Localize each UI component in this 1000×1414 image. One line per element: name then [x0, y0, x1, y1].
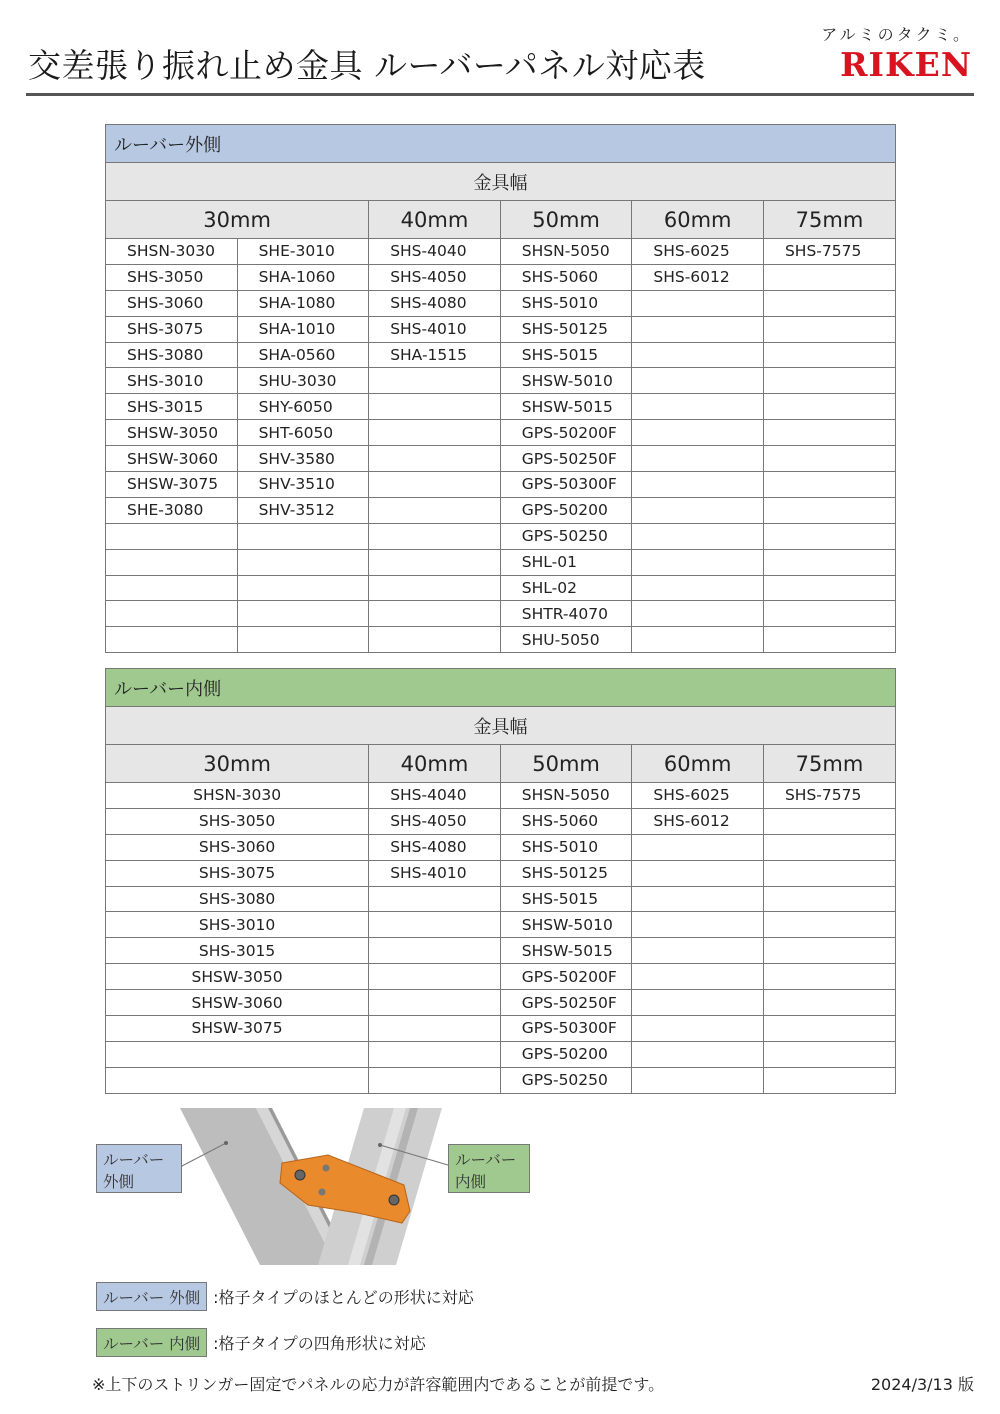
company-logo — [821, 22, 972, 84]
table-cell: SHSW-5015 — [500, 938, 632, 964]
table-cell — [763, 575, 895, 601]
version-date: 2024/3/13 版 — [870, 1375, 974, 1394]
table-cell: SHSW-3050 — [106, 964, 369, 990]
table-cell — [632, 290, 764, 316]
table-cell — [632, 368, 764, 394]
table-cell — [106, 601, 238, 627]
table-cell: GPS-50250F — [500, 990, 632, 1016]
table-cell: SHSW-3075 — [106, 472, 238, 498]
table-cell — [763, 938, 895, 964]
table-cell: SHS-3015 — [106, 938, 369, 964]
outer-size-30: 30mm — [106, 201, 369, 239]
outer-size-75: 75mm — [763, 201, 895, 239]
table-cell — [369, 446, 501, 472]
table-row — [106, 549, 896, 575]
table-cell — [237, 601, 369, 627]
table-cell: SHS-3050 — [106, 264, 238, 290]
table-cell: SHS-5010 — [500, 290, 632, 316]
inner-callout-line2: 内側 — [455, 1173, 487, 1192]
table-cell — [632, 446, 764, 472]
table-cell: SHS-5015 — [500, 886, 632, 912]
table-cell — [763, 1016, 895, 1042]
table-row — [106, 290, 896, 316]
table-cell — [369, 549, 501, 575]
table-cell: SHY-6050 — [237, 394, 369, 420]
table-row — [106, 990, 896, 1016]
table-cell: SHA-1010 — [237, 316, 369, 342]
outer-width-header: 金具幅 — [106, 163, 896, 201]
table-cell — [369, 601, 501, 627]
table-cell — [369, 368, 501, 394]
table-cell — [763, 394, 895, 420]
table-row — [106, 886, 896, 912]
table-row — [106, 1016, 896, 1042]
table-cell: GPS-50200F — [500, 964, 632, 990]
outer-louver-table — [105, 124, 896, 653]
table-cell — [369, 938, 501, 964]
table-cell — [763, 368, 895, 394]
table-cell: SHS-4040 — [369, 783, 501, 809]
table-cell: SHL-02 — [500, 575, 632, 601]
table-row — [106, 420, 896, 446]
table-cell — [369, 420, 501, 446]
table-cell — [237, 575, 369, 601]
table-cell: SHSW-3060 — [106, 990, 369, 1016]
inner-size-75: 75mm — [763, 745, 895, 783]
table-row — [106, 1067, 896, 1093]
table-cell: SHS-4050 — [369, 808, 501, 834]
table-cell — [237, 523, 369, 549]
table-cell — [763, 601, 895, 627]
table-cell — [632, 342, 764, 368]
outer-size-40: 40mm — [369, 201, 501, 239]
inner-louver-table — [105, 668, 896, 1094]
table-cell: SHS-6012 — [632, 808, 764, 834]
table-cell — [106, 1041, 369, 1067]
logo-brand: RIKEN — [840, 45, 972, 84]
table-cell: SHA-0560 — [237, 342, 369, 368]
table-cell: SHS-5060 — [500, 808, 632, 834]
table-cell: GPS-50200F — [500, 420, 632, 446]
table-cell: SHS-7575 — [763, 783, 895, 809]
table-cell — [632, 601, 764, 627]
table-cell: SHSW-5015 — [500, 394, 632, 420]
table-cell: SHS-3060 — [106, 834, 369, 860]
table-row — [106, 368, 896, 394]
table-row — [106, 938, 896, 964]
inner-section-label: ルーバー内側 — [106, 669, 896, 707]
table-cell — [763, 886, 895, 912]
table-cell: SHU-3030 — [237, 368, 369, 394]
outer-callout-line2: 外側 — [103, 1173, 135, 1192]
table-row — [106, 316, 896, 342]
table-cell — [763, 549, 895, 575]
table-cell — [369, 1067, 501, 1093]
table-cell — [632, 394, 764, 420]
table-cell: GPS-50250 — [500, 523, 632, 549]
table-row — [106, 860, 896, 886]
table-cell — [632, 627, 764, 653]
table-cell: SHU-5050 — [500, 627, 632, 653]
table-row — [106, 394, 896, 420]
table-cell — [632, 964, 764, 990]
legend-inner — [96, 1328, 426, 1357]
table-cell — [632, 1016, 764, 1042]
table-row — [106, 239, 896, 265]
table-cell: SHS-3075 — [106, 316, 238, 342]
table-cell: SHS-3080 — [106, 886, 369, 912]
table-cell: SHA-1060 — [237, 264, 369, 290]
table-cell — [763, 446, 895, 472]
table-row — [106, 1041, 896, 1067]
table-cell: SHS-6025 — [632, 239, 764, 265]
table-cell: SHL-01 — [500, 549, 632, 575]
table-cell: SHE-3010 — [237, 239, 369, 265]
table-cell: SHE-3080 — [106, 497, 238, 523]
table-cell: SHSW-3050 — [106, 420, 238, 446]
table-cell: SHTR-4070 — [500, 601, 632, 627]
table-cell — [763, 523, 895, 549]
inner-size-40: 40mm — [369, 745, 501, 783]
outer-section-label: ルーバー外側 — [106, 125, 896, 163]
table-row — [106, 834, 896, 860]
table-cell — [106, 575, 238, 601]
table-cell: SHV-3510 — [237, 472, 369, 498]
table-cell: SHV-3580 — [237, 446, 369, 472]
table-cell — [763, 912, 895, 938]
table-cell: SHA-1080 — [237, 290, 369, 316]
legend-outer — [96, 1282, 474, 1311]
table-cell — [632, 316, 764, 342]
table-cell — [763, 1041, 895, 1067]
table-cell: SHS-7575 — [763, 239, 895, 265]
outer-size-50: 50mm — [500, 201, 632, 239]
table-cell — [632, 860, 764, 886]
table-cell — [763, 990, 895, 1016]
table-cell — [632, 834, 764, 860]
table-cell: SHS-3080 — [106, 342, 238, 368]
table-cell: SHS-4080 — [369, 290, 501, 316]
legend-inner-label: ルーバー 内側 — [96, 1328, 207, 1357]
table-cell — [369, 886, 501, 912]
table-cell: GPS-50300F — [500, 1016, 632, 1042]
table-cell — [763, 860, 895, 886]
table-cell: SHSN-5050 — [500, 239, 632, 265]
table-row — [106, 497, 896, 523]
table-cell — [106, 1067, 369, 1093]
table-cell — [632, 990, 764, 1016]
table-cell — [369, 912, 501, 938]
inner-size-60: 60mm — [632, 745, 764, 783]
table-cell — [369, 394, 501, 420]
table-cell: SHS-4010 — [369, 316, 501, 342]
table-cell — [369, 497, 501, 523]
page-title: 交差張り振れ止め金具 ルーバーパネル対応表 — [28, 46, 706, 85]
table-cell: SHS-3075 — [106, 860, 369, 886]
table-cell — [763, 290, 895, 316]
outer-callout-line1: ルーバー — [103, 1151, 165, 1169]
table-cell: SHS-4080 — [369, 834, 501, 860]
inner-callout-line1: ルーバー — [455, 1151, 517, 1169]
table-cell: SHS-4040 — [369, 239, 501, 265]
table-cell: SHS-50125 — [500, 860, 632, 886]
table-cell: GPS-50250F — [500, 446, 632, 472]
inner-size-30: 30mm — [106, 745, 369, 783]
table-cell — [369, 472, 501, 498]
table-cell: SHS-5010 — [500, 834, 632, 860]
table-cell: SHS-3060 — [106, 290, 238, 316]
legend-inner-text: :格子タイプの四角形状に対応 — [213, 1334, 426, 1353]
table-row — [106, 472, 896, 498]
table-cell — [632, 912, 764, 938]
inner-width-header: 金具幅 — [106, 707, 896, 745]
table-cell: SHA-1515 — [369, 342, 501, 368]
table-cell — [763, 472, 895, 498]
table-cell — [106, 523, 238, 549]
table-row — [106, 446, 896, 472]
table-cell: SHS-3010 — [106, 368, 238, 394]
table-row — [106, 964, 896, 990]
table-cell: SHSN-3030 — [106, 783, 369, 809]
table-cell — [369, 1041, 501, 1067]
table-cell: SHS-4050 — [369, 264, 501, 290]
legend-outer-text: :格子タイプのほとんどの形状に対応 — [213, 1288, 474, 1307]
table-cell: SHS-3010 — [106, 912, 369, 938]
table-cell: SHS-3015 — [106, 394, 238, 420]
table-cell — [763, 808, 895, 834]
logo-tagline: アルミのタクミ。 — [821, 25, 972, 44]
table-cell — [369, 575, 501, 601]
table-cell: GPS-50250 — [500, 1067, 632, 1093]
table-cell — [763, 834, 895, 860]
table-cell: SHS-5015 — [500, 342, 632, 368]
table-cell — [763, 627, 895, 653]
table-cell: SHS-3050 — [106, 808, 369, 834]
table-cell: SHS-6012 — [632, 264, 764, 290]
table-cell — [632, 497, 764, 523]
table-row — [106, 342, 896, 368]
table-cell: SHSW-5010 — [500, 368, 632, 394]
table-row — [106, 601, 896, 627]
table-cell: SHSN-3030 — [106, 239, 238, 265]
table-cell — [763, 420, 895, 446]
table-cell — [763, 316, 895, 342]
table-cell: GPS-50300F — [500, 472, 632, 498]
table-cell — [106, 549, 238, 575]
table-row — [106, 808, 896, 834]
table-cell — [763, 497, 895, 523]
table-cell: GPS-50200 — [500, 1041, 632, 1067]
table-cell — [632, 420, 764, 446]
legend-outer-label: ルーバー 外側 — [96, 1282, 207, 1311]
table-cell: SHS-4010 — [369, 860, 501, 886]
table-cell — [632, 549, 764, 575]
table-cell — [632, 1041, 764, 1067]
table-row — [106, 575, 896, 601]
table-row — [106, 523, 896, 549]
footnote: ※上下のストリンガー固定でパネルの応力が許容範囲内であることが前提です。 — [92, 1375, 665, 1394]
table-cell — [369, 627, 501, 653]
table-cell: SHSW-5010 — [500, 912, 632, 938]
table-cell: SHS-6025 — [632, 783, 764, 809]
table-cell: SHS-50125 — [500, 316, 632, 342]
table-row — [106, 264, 896, 290]
outer-size-60: 60mm — [632, 201, 764, 239]
outer-louver-callout — [96, 1144, 182, 1193]
table-cell — [369, 523, 501, 549]
table-cell: GPS-50200 — [500, 497, 632, 523]
table-cell — [106, 627, 238, 653]
table-cell — [237, 627, 369, 653]
table-cell: SHV-3512 — [237, 497, 369, 523]
table-cell: SHSW-3060 — [106, 446, 238, 472]
inner-size-50: 50mm — [500, 745, 632, 783]
table-cell — [763, 264, 895, 290]
table-cell: SHS-5060 — [500, 264, 632, 290]
table-cell — [632, 886, 764, 912]
table-cell — [632, 938, 764, 964]
table-row — [106, 627, 896, 653]
table-cell — [237, 549, 369, 575]
title-divider — [26, 93, 974, 96]
table-cell — [632, 472, 764, 498]
table-cell — [369, 1016, 501, 1042]
table-row — [106, 783, 896, 809]
table-cell — [763, 342, 895, 368]
table-cell — [632, 1067, 764, 1093]
table-cell — [763, 964, 895, 990]
table-cell: SHSN-5050 — [500, 783, 632, 809]
table-cell: SHSW-3075 — [106, 1016, 369, 1042]
table-cell — [632, 523, 764, 549]
table-cell — [369, 964, 501, 990]
table-cell — [632, 575, 764, 601]
table-cell: SHT-6050 — [237, 420, 369, 446]
table-row — [106, 912, 896, 938]
table-cell — [369, 990, 501, 1016]
table-cell — [763, 1067, 895, 1093]
inner-louver-callout — [448, 1144, 530, 1193]
